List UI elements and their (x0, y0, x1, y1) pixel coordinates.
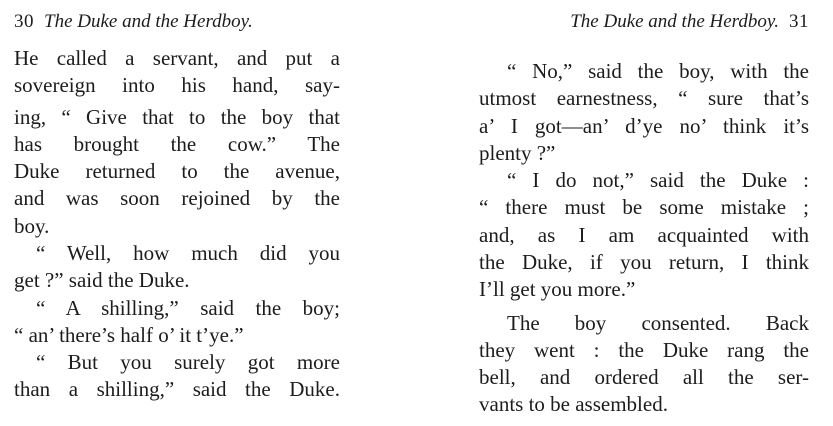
left-line-3: ing, “ Give that to the boy that (14, 105, 340, 129)
right-line-7: and, as I am acquainted with (479, 223, 809, 247)
left-running-title: The Duke and the Herdboy. (44, 11, 253, 32)
right-page (479, 0, 809, 426)
left-line-12: “ But you surely got more (36, 350, 340, 374)
left-line-13: than a shilling,” said the Duke. (14, 377, 340, 401)
right-line-9: I’ll get you more.” (479, 277, 636, 301)
right-line-3: a’ I got—an’ d’ye no’ think it’s (479, 114, 809, 138)
left-line-11: “ an’ there’s half o’ it t’ye.” (14, 323, 244, 347)
right-line-2: utmost earnestness, “ sure that’s (479, 86, 809, 110)
left-running-head (14, 10, 340, 34)
left-line-5: Duke returned to the avenue, (14, 159, 340, 183)
right-running-title: The Duke and the Herdboy. (570, 11, 779, 32)
left-line-2: sovereign into his hand, say- (14, 73, 340, 97)
right-line-12: bell, and ordered all the ser- (479, 365, 809, 389)
left-line-10: “ A shilling,” said the boy; (36, 296, 340, 320)
left-page-number: 30 (14, 11, 34, 32)
left-line-1: He called a servant, and put a (14, 46, 340, 70)
left-line-7: boy. (14, 214, 50, 238)
left-line-6: and was soon rejoined by the (14, 186, 340, 210)
left-line-9: get ?” said the Duke. (14, 268, 190, 292)
left-line-8: “ Well, how much did you (36, 241, 340, 265)
right-line-13: vants to be assembled. (479, 392, 668, 416)
right-line-8: the Duke, if you return, I think (479, 250, 809, 274)
right-running-head (479, 10, 809, 34)
left-line-4: has brought the cow.” The (14, 132, 340, 156)
right-line-11: they went : the Duke rang the (479, 338, 809, 362)
right-line-10: The boy consented. Back (507, 311, 809, 335)
right-line-5: “ I do not,” said the Duke : (507, 168, 809, 192)
right-line-4: plenty ?” (479, 141, 556, 165)
left-page (14, 0, 340, 426)
right-page-number: 31 (789, 11, 809, 32)
right-line-6: “ there must be some mistake ; (479, 195, 809, 219)
right-line-1: “ No,” said the boy, with the (507, 59, 809, 83)
